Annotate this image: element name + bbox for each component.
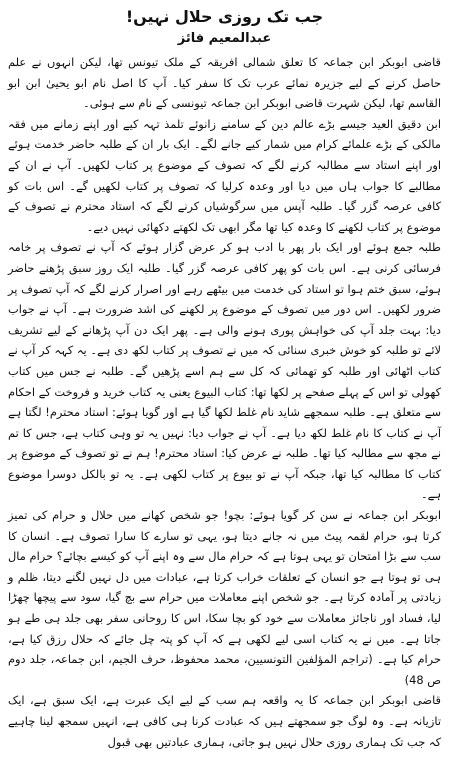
paragraph-5: قاضی ابوبکر ابن جماعہ کا یہ واقعہ ہم سب کے لیے ایک عبرت ہے، ایک سبق ہے، ایک تازیانہ ہے۔ وہ لوگ جو سمجھتے ہیں کہ عبادت کرنا ہی کافی ہے، انہیں سمجھ لینا چاہیے کہ جب تک ہماری روزی حلال نہیں ہو جاتی، ہماری عبادتیں بھی قبول (8, 693, 441, 749)
article-body (8, 52, 441, 752)
paragraph-1: قاضی ابوبکر ابن جماعہ کا تعلق شمالی افریقہ کے ملک تیونس تھا، لیکن انہوں نے علم حاصل کرنے کے لیے جزیرہ نمائے عرب تک کا سفر کیا۔ آپ کا اصل نام ابو یحییٰ ابن ابو القاسم تھا، لیکن شہرت قاضی ابوبکر ابن جماعہ تیونسی کے نام سے ہوئی۔ (8, 55, 441, 111)
paragraph-3: طلبہ جمع ہوئے اور ایک بار پھر با ادب ہو کر عرض گزار ہوئے کہ آپ نے تصوف پر خامہ فرسائی کرنی ہے۔ اس بات کو پھر کافی عرصہ گزر گیا۔ طلبہ ایک روز سبق پڑھنے حاضر ہوئے، سبق ختم ہوا تو استاد کی خدمت میں بیٹھے رہے اور اصرار کرنے لگے کہ آپ تصوف پر ضرور لکھیں۔ اس دور میں تصوف کے موضوع پر لکھنے کی اشد ضرورت ہے۔ آپ نے جواب دیا: بہت جلد آپ کی خواہش پوری ہونے والی ہے۔ پھر ایک دن آپ پڑھانے کے لیے تشریف لائے تو طلبہ کو خوش خبری سنائی کہ میں نے تصوف پر کتاب لکھ دی ہے۔ یہ کہہ کر آپ نے کتاب اٹھائی اور طلبہ کو تھمائی کہ کل سے ہم اسے پڑھیں گے۔ طلبہ نے جس میں کتاب کھولی تو اس کے پہلے صفحے پر لکھا تھا: کتاب البیوع یعنی یہ کتاب خرید و فروخت کے احکام سے متعلق ہے۔ طلبہ سمجھے شاید نام غلط لکھا گیا ہے اور گویا ہوئے: استاد محترم! لگتا ہے آپ نے کتاب کا نام غلط لکھ دیا ہے۔ آپ نے جواب دیا: نہیں یہ تو وہی کتاب ہے، جس کا تم نے مجھ سے مطالبہ کیا تھا۔ طلبہ نے عرض کیا: استاد محترم! ہم نے تو تصوف کے موضوع پر کتاب کا مطالبہ کیا تھا، جبکہ آپ نے تو بیوع پر کتاب لکھی ہے۔ یہ تو بالکل دوسرا موضوع ہے۔ (8, 240, 441, 502)
paragraph-2: ابن دقیق العید جیسے بڑے عالم دین کے سامنے زانوئے تلمذ تہہ کیے اور اپنے زمانے میں فقہ مالکی کے بڑے علمائے کرام میں شمار کیے جانے لگے۔ ایک بار ان کے طلبہ حاضر خدمت ہوئے اور اپنے استاد سے مطالبہ کرنے لگے کہ تصوف کے موضوع پر کتاب لکھیں۔ آپ نے ان کے مطالبے کا جواب ہاں میں دیا اور وعدہ کرلیا کہ تصوف پر کتاب لکھیں گے۔ اس بات کو کافی عرصہ گزر گیا۔ طلبہ آپس میں سرگوشیاں کرنے لگے کہ استاد محترم نے تصوف کے موضوع پر کتاب لکھنے کا وعدہ کیا تھا مگر ابھی تک لکھتے دکھائی نہیں دیے۔ (8, 116, 441, 234)
article-author: عبدالمعیم فائز (177, 31, 272, 46)
article-title: جب تک روزی حلال نہیں! (125, 7, 324, 26)
paragraph-4: ابوبکر ابن جماعہ نے سن کر گویا ہوئے: بچو! جو شخص کھانے میں حلال و حرام کی تمیز کرتا ہو، حرام لقمہ پیٹ میں نہ جانے دیتا ہو، یہی تو سارے کا سارا تصوف ہے۔ انسان کا سب سے بڑا امتحان تو یہی ہوتا ہے کہ حرام مال سے وہ اپنے آپ کو کیسے بچائے؟ حرام مال ہی تو ہوتا ہے جو انسان کے تعلقات خراب کرتا ہے، عبادات میں دل نہیں لگنے دیتا، ظلم و زیادتی پر آمادہ کرتا ہے۔ جو شخص اپنے معاملات میں حرام سے بچ گیا، سود سے پیچھا چھڑا لیا، فساد اور ناجائز معاملات سے خود کو بچا سکا، اس کا روحانی سفر بھی جلد ہی طے ہو جاتا ہے۔ میں نے یہ کتاب اسی لیے لکھی ہے کہ آپ کو پتہ چل جائے کہ حلال رزق کیا ہے، حرام کیا ہے۔ (تراجم المؤلفین التونسیین، محمد محفوظ، حرف الجیم، ابن جماعہ، جلد دوم ص 48) (8, 508, 441, 687)
